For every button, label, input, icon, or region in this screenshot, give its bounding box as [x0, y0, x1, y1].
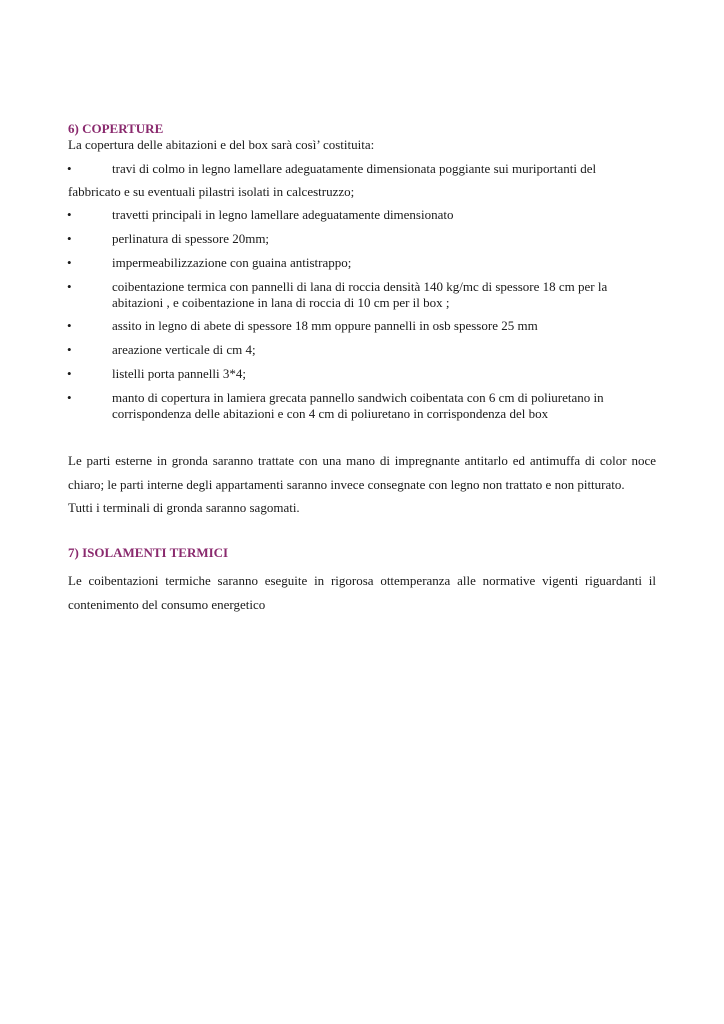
paragraph-line: contenimento del consumo energetico — [68, 597, 266, 612]
bullet-icon: • — [67, 279, 72, 294]
paragraph-line: Le coibentazioni termiche saranno eseguite in rigorosa ottemperanza alle normative vigenti riguardanti il — [68, 573, 656, 588]
list-item-text: manto di copertura in lamiera grecata pannello sandwich coibentata con 6 cm di poliuretano in — [112, 390, 604, 405]
list-item-text-line-2: corrispondenza delle abitazioni e con 4 cm di poliuretano in corrispondenza del box — [112, 406, 549, 421]
list-item-text: travi di colmo in legno lamellare adeguatamente dimensionata poggiante sui muriportanti del — [112, 161, 597, 176]
paragraph-line: chiaro; le parti interne degli appartamenti saranno invece consegnate con legno non trattato e non pitturato. — [68, 477, 625, 492]
bullet-icon: • — [67, 255, 72, 270]
bullet-icon: • — [67, 318, 72, 333]
paragraph-line: Tutti i terminali di gronda saranno sagomati. — [68, 500, 300, 515]
paragraph-line: Le parti esterne in gronda saranno trattate con una mano di impregnante antitarlo ed antimuffa di color noce — [68, 453, 656, 468]
section-heading-coperture: 6) COPERTURE — [68, 121, 164, 136]
bullet-icon: • — [67, 366, 72, 381]
list-item-text: impermeabilizzazione con guaina antistrappo; — [112, 255, 352, 270]
list-item-text-line-2: abitazioni , e coibentazione in lana di roccia di 10 cm per il box ; — [112, 295, 450, 310]
list-item-text: coibentazione termica con pannelli di lana di roccia densità 140 kg/mc di spessore 18 cm per la — [112, 279, 608, 294]
list-item-text: assito in legno di abete di spessore 18 mm oppure pannelli in osb spessore 25 mm — [112, 318, 538, 333]
list-item-continuation: fabbricato e su eventuali pilastri isolati in calcestruzzo; — [68, 184, 355, 199]
section-heading-isolamenti-termici: 7) ISOLAMENTI TERMICI — [68, 545, 229, 560]
bullet-icon: • — [67, 207, 72, 222]
bullet-icon: • — [67, 231, 72, 246]
bullet-icon: • — [67, 390, 72, 405]
list-item-text: areazione verticale di cm 4; — [112, 342, 256, 357]
list-item-text: perlinatura di spessore 20mm; — [112, 231, 270, 246]
bullet-icon: • — [67, 161, 72, 176]
list-item-text: travetti principali in legno lamellare adeguatamente dimensionato — [112, 207, 454, 222]
list-item-text: listelli porta pannelli 3*4; — [112, 366, 246, 381]
section-intro: La copertura delle abitazioni e del box sarà così’ costituita: — [68, 137, 375, 152]
bullet-icon: • — [67, 342, 72, 357]
